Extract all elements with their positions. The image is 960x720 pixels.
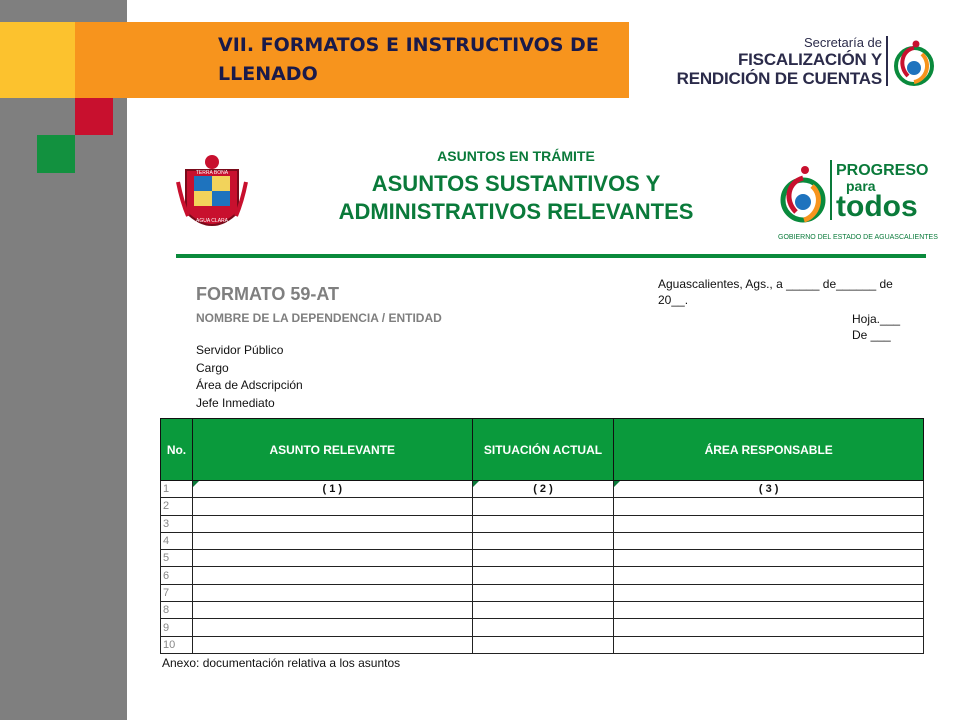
hoja-line-2: De ___	[852, 328, 891, 342]
decor-square-yellow	[0, 22, 75, 98]
row-number: 4	[161, 532, 193, 549]
row-number: 9	[161, 619, 193, 636]
field-servidor-publico: Servidor Público	[196, 343, 284, 357]
table-row	[161, 567, 924, 584]
table-row	[161, 532, 924, 549]
hoja-block	[852, 311, 900, 343]
row-number: 6	[161, 567, 193, 584]
row-number: 3	[161, 515, 193, 532]
dependencia-label: NOMBRE DE LA DEPENDENCIA / ENTIDAD	[196, 311, 442, 325]
code-cell-3: ( 3 )	[614, 481, 924, 498]
doc-title-2-line1: ASUNTOS SUSTANTIVOS Y	[371, 171, 661, 196]
anexo-note: Anexo: documentación relativa a los asuntos	[162, 656, 401, 670]
header-asunto-relevante: ASUNTO RELEVANTE	[192, 419, 472, 481]
servidor-fields	[196, 342, 303, 412]
title-bar	[75, 22, 629, 98]
para-word: para	[846, 178, 876, 194]
table-row	[161, 550, 924, 567]
todos-word: todos	[836, 190, 918, 223]
doc-title-2	[296, 170, 736, 226]
seal-text-bottom: AGUA CLARA	[196, 218, 228, 224]
header-no: No.	[161, 419, 193, 481]
sfrc-logo-text	[646, 36, 882, 88]
sfrc-line1: Secretaría de	[803, 35, 882, 50]
row-number: 5	[161, 550, 193, 567]
slide-title: VII. FORMATOS E INSTRUCTIVOS DE LLENADO	[218, 34, 599, 85]
progreso-logo	[776, 154, 938, 244]
code-cell-1: ( 1 )	[192, 481, 472, 498]
swirl-logo-icon	[892, 36, 936, 88]
sfrc-line3: RENDICIÓN DE CUENTAS	[676, 69, 882, 88]
field-cargo: Cargo	[196, 360, 229, 375]
row-number: 2	[161, 498, 193, 515]
progreso-divider	[830, 160, 832, 220]
seal-text-top: TERRA BONA	[195, 170, 229, 176]
table-row	[161, 584, 924, 601]
field-jefe-inmediato: Jefe Inmediato	[196, 395, 275, 410]
asuntos-table	[160, 418, 924, 654]
table-header-row	[161, 419, 924, 481]
table-row	[161, 636, 924, 653]
header-situacion-actual: SITUACIÓN ACTUAL	[472, 419, 614, 481]
formato-code: FORMATO 59-AT	[196, 284, 339, 304]
table-row	[161, 498, 924, 515]
table-row	[161, 515, 924, 532]
format-document	[156, 140, 938, 680]
table-row	[161, 602, 924, 619]
row-number: 10	[161, 636, 193, 653]
sfrc-line2: FISCALIZACIÓN Y	[737, 50, 882, 69]
header-area-responsable: ÁREA RESPONSABLE	[614, 419, 924, 481]
row-number: 8	[161, 602, 193, 619]
municipal-seal-icon	[176, 152, 248, 240]
doc-title-2-line2: ADMINISTRATIVOS RELEVANTES	[338, 199, 694, 224]
table-row	[161, 481, 924, 498]
decor-square-red	[75, 98, 113, 135]
hoja-line-1: Hoja.___	[852, 312, 901, 326]
row-number: 1	[161, 481, 193, 498]
sfrc-divider	[886, 36, 888, 86]
fecha-line-1: Aguascalientes, Ags., a _____ de______ de	[658, 277, 893, 291]
green-divider	[176, 254, 926, 258]
progreso-subtitle: GOBIERNO DEL ESTADO DE AGUASCALIENTES	[778, 234, 938, 241]
progreso-swirl-icon	[778, 160, 828, 230]
fecha-line-2: 20__.	[658, 293, 689, 307]
field-area-adscripcion: Área de Adscripción	[196, 378, 303, 392]
code-cell-2: ( 2 )	[472, 481, 614, 498]
progreso-word: PROGRESO	[836, 162, 929, 179]
table-row	[161, 619, 924, 636]
decor-square-green	[37, 135, 75, 173]
row-number: 7	[161, 584, 193, 601]
doc-title-1: ASUNTOS EN TRÁMITE	[437, 148, 595, 164]
fecha-line	[658, 276, 918, 308]
sfrc-logo	[646, 30, 946, 94]
